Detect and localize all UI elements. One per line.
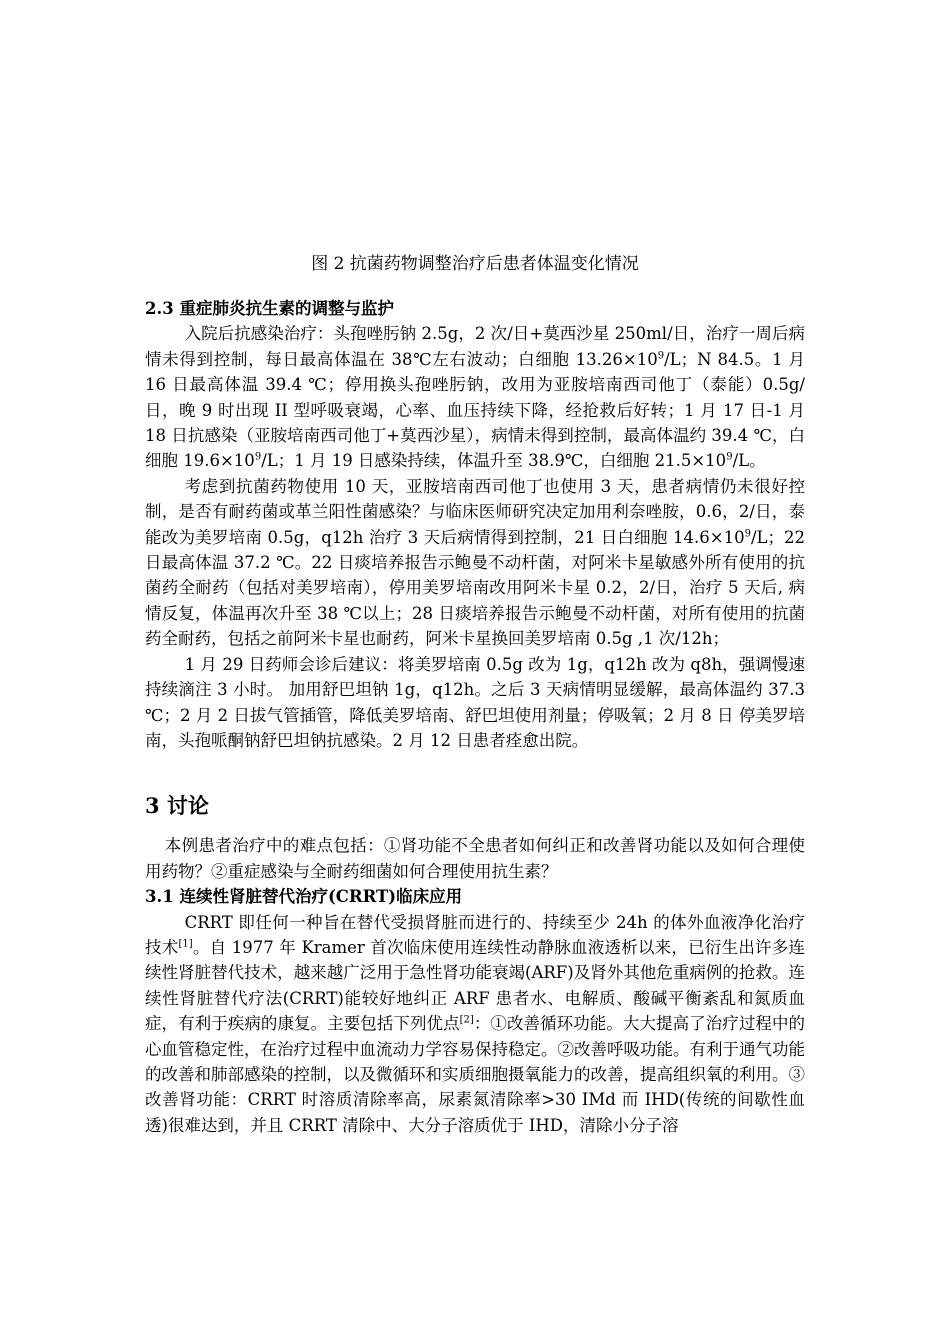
section-2-3-paragraph-1: [145, 321, 805, 473]
citation: [2]: [459, 1014, 474, 1026]
text-run: /L；N 84.5。1 月 16 日最高体温 39.4 ℃；停用换头孢唑肟钠，改用为亚胺培南西司他丁（泰能）0.5g/日，晚 9 时出现 II 型呼吸衰竭，心率、血压持续下降，经抢救后好转；1 月 17 日-1 月 18 日抗感染（亚胺培南西司他丁+莫西沙星），病情未得到控制，最高体温约 39.4 ℃，白细胞 19.6×10: [145, 349, 805, 471]
section-3-paragraph-1: 本例患者治疗中的难点包括：①肾功能不全患者如何纠正和改善肾功能以及如何合理使用药物？②重症感染与全耐药细菌如何合理使用抗生素？: [145, 836, 805, 881]
superscript: 9: [254, 451, 262, 463]
section-3-1-heading: 3.1 连续性肾脏替代治疗(CRRT)临床应用: [145, 887, 463, 907]
text-run: 。自 1977 年 Kramer 首次临床使用连续性动静脉血液透析以来，已衍生出许多连续性肾脏替代技术，越来越广泛用于急性肾功能衰竭(ARF)及肾外其他危重病例的抢救。连续性肾脏替代疗法(CRRT)能较好地纠正 ARF 患者水、电解质、酸碱平衡紊乱和氮质血症，有利于疾病的康复。主要包括下列优点: [145, 937, 806, 1034]
section-2-3-paragraph-2: [145, 474, 805, 652]
document-body: [145, 296, 805, 1138]
section-3-1-paragraph-1: [145, 910, 805, 1139]
superscript: 9: [657, 350, 665, 362]
figure-caption: 图 2 抗菌药物调整治疗后患者体温变化情况: [311, 254, 639, 274]
text-run: /L；1 月 19 日感染持续，体温升至 38.9℃，白细胞 21.5×10: [261, 451, 727, 471]
section-2-3-heading: 2.3 重症肺炎抗生素的调整与监护: [145, 299, 394, 318]
text-run: CRRT 即任何一种旨在替代受损肾脏而进行的、持续至少 24h 的体外血液净化治疗技术: [145, 912, 805, 957]
section-3-heading: 3 讨论: [145, 793, 209, 819]
text-run: 考虑到抗菌药物使用 10 天，亚胺培南西司他丁也使用 3 天，患者病情仍未很好控制，是否有耐药菌或革兰阳性菌感染？与临床医师研究决定加用利奈唑胺，0.6，2/日，泰能改为美罗培南 0.5g，q12h 治疗 3 天后病情得到控制，21 日白细胞 14.6×10: [145, 476, 805, 547]
section-2-3-paragraph-3: 1 月 29 日药师会诊后建议：将美罗培南 0.5g 改为 1g，q12h 改为 q8h，强调慢速持续滴注 3 小时。 加用舒巴坦钠 1g，q12h。之后 3 天病情明显缓解，最高体温约 37.3 ℃；2 月 2 日拔气管插管，降低美罗培南、舒巴坦使用剂量；停吸氧；2 月 8 日 停美罗培南，头孢哌酮钠舒巴坦钠抗感染。2 月 12 日患者痊愈出院。: [145, 654, 805, 750]
superscript: 9: [744, 528, 751, 540]
superscript: 9: [726, 451, 733, 463]
text-run: /L。: [732, 451, 766, 471]
citation: [1]: [178, 938, 193, 950]
text-run: 入院后抗感染治疗：头孢唑肟钠 2.5g，2 次/日+莫西沙星 250ml/日，治疗一周后病情未得到控制，每日最高体温在 38℃左右波动；白细胞 13.26×10: [145, 324, 805, 369]
text-run: /L；22 日最高体温 37.2 ℃。22 日痰培养报告示鲍曼不动杆菌，对阿米卡星敏感外所有使用的抗菌药全耐药（包括对美罗培南），停用美罗培南改用阿米卡星 0.2，2/日，治疗 5 天后, 病情反复，体温再次升至 38 ℃以上；28 日痰培养报告示鲍曼不动杆菌，对所有使用的抗菌药全耐药，包括之前阿米卡星也耐药，阿米卡星换回美罗培南 0.5g ,1 次/12h；: [145, 527, 805, 649]
text-run: ：①改善循环功能。大大提高了治疗过程中的心血管稳定性，在治疗过程中血流动力学容易保持稳定。②改善呼吸功能。有利于通气功能的改善和肺部感染的控制，以及微循环和实质细胞摄氧能力的改善，提高组织氧的利用。③改善肾功能：CRRT 时溶质清除率高，尿素氮清除率>30 IMd 而 IHD(传统的间歇性血透)很难达到，并且 CRRT 清除中、大分子溶质优于 IHD，清除小分子溶: [145, 1014, 806, 1135]
